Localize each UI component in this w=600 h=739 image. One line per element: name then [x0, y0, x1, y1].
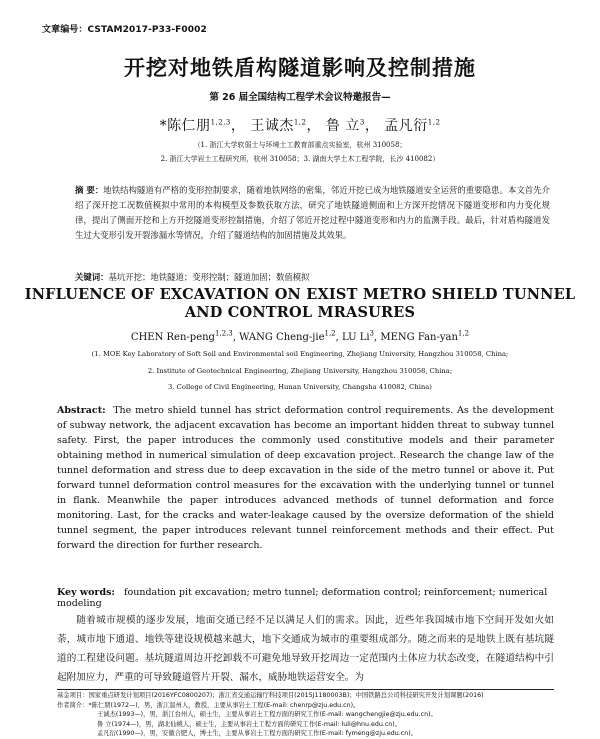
author-name: , WANG Cheng-jie [232, 332, 325, 343]
chinese-title: 开挖对地铁盾构隧道影响及控制措施 [124, 56, 476, 80]
chinese-authors: *陈仁朋$^{1,2,3}$， 王诚杰$^{1,2}$， 鲁 立$^3$， 孟凡衍$^{1,2}$ [159, 118, 441, 134]
english-title [0, 286, 600, 322]
footnotes [57, 691, 557, 739]
english-affiliation-line: (1. MOE Key Laboratory of Soft Soil and Environmental soil Engineering, Zhejiang University, Hangzhou 310058, China; [91, 350, 509, 358]
chinese-keywords-label: 关键词： [75, 272, 109, 282]
author-affiliation-mark: 1,2 [427, 118, 441, 127]
english-keywords-text: foundation pit excavation; metro tunnel; deformation control; reinforcement; numerical modeling [57, 587, 548, 609]
footnote-funding: 基金项目：国家重点研发计划项目(2016YFC0800207)；浙江省交通运输厅科技项目(2015J1180003B)；中国铁路总公司科技研究开发计划课题(2016) [57, 692, 484, 699]
english-affiliation-line: 2. Institute of Geotechnical Engineering, Zhejiang University, Hangzhou 310058, China; [147, 367, 453, 375]
author-affiliation-mark: 1,2 [324, 329, 336, 338]
english-keywords [57, 587, 554, 609]
english-title-line: INFLUENCE OF EXCAVATION ON EXIST METRO SHIELD TUNNEL [24, 286, 576, 303]
english-affiliation-line: 3. College of Civil Engineering, Hunan University, Changsha 410082, China) [168, 383, 432, 391]
chinese-keywords [75, 271, 550, 283]
english-title-line: AND CONTROL MRASURES [184, 304, 416, 321]
english-abstract-text: The metro shield tunnel has strict deformation control requirements. As the development of subway network, the adjacent excavation has become an important hidden threat to subway tunnel safety. First, the paper introduces the commonly used constitutive models and their parameter obtaining method in numerical simulation of deep excavation project. Research the change law of the tunnel deformation and stress due to deep excavation in the side of the metro tunnel or above it. Put forward tunnel deformation control measures for the excavation with the underlying tunnel or tunnel in flank. Meanwhile the paper introduces advanced methods of tunnel deformation and force monitoring. Last, for the cracks and water-leakage caused by the oversize deformation of the shield tunnel segment, the paper introduces relevant tunnel reinforcement methods and their effect. Put forward the direction for further research. [57, 405, 555, 551]
author-affiliation-mark: 1,2,3 [214, 329, 233, 338]
author-name: 王诚杰 [250, 118, 294, 134]
author-name: 鲁 立 [325, 118, 360, 134]
footnote-divider [57, 689, 554, 690]
author-name: CHEN Ren-peng [130, 332, 215, 343]
author-affiliation-mark: 3 [359, 118, 365, 127]
chinese-abstract-text: 地铁结构隧道有严格的变形控制要求，随着地铁网络的密集，邻近开挖已成为地铁隧道安全运营的重要隐患。本文首先介绍了深开挖工况数值模拟中常用的本构模型及参数获取方法，研究了地铁隧道侧面和上方深开挖情况下隧道变形和内力变化规律，提出了侧面开挖和上方开挖隧道变形控制措施，介绍了邻近开挖过程中隧道变形和内力的监测手段。最后，针对盾构隧道发生过大变形引发开裂渗漏水等情况，介绍了隧道结构的加固措施及其效果。 [75, 185, 550, 240]
footnote-author-bio: 作者简介：*陈仁朋(1972—)，男，浙江温州人，教授，主要从事岩土工程(E-mail: chenrp@zju.edu.cn)。 [57, 701, 360, 709]
author-affiliation-mark: 1,2 [293, 118, 307, 127]
author-affiliation-mark: 1,2 [457, 329, 470, 338]
author-affiliation-mark: 3 [369, 329, 375, 338]
chinese-affiliation-line: （1. 浙江大学软弱土与环境土工教育部重点实验室，杭州 310058； [193, 141, 407, 149]
english-abstract [57, 403, 554, 553]
author-name: *陈仁朋 [159, 118, 211, 134]
english-authors [0, 329, 600, 343]
author-name: , LU Li [335, 332, 370, 343]
body-paragraph: 随着城市规模的逐步发展，地面交通已经不足以满足人们的需求。因此，近些年我国城市地下空间开发如火如荼，城市地下通道、地铁等建设规模越来越大，地下交通成为城市的重要组成部分。随之而来的是地铁上既有基坑隧道的工程建设问题。基坑隧道周边开挖卸载不可避免地导致开挖周边一定范围内土体应力状态改变，在隧道结构中引起附加应力，严重的可导致隧道管片开裂、漏水，威胁地铁运营安全。为 [57, 615, 554, 683]
footnote-author-bio: 鲁 立(1974—)，男，湖北仙桃人，硕士生，主要从事岩土工程方面的研究工作(E-mail: luli@hnu.edu.cn)。 [97, 720, 402, 728]
author-affiliation-mark: 1,2,3 [210, 118, 231, 127]
footnote-author-bio: 孟凡衍(1990—)，男，安徽合肥人，博士生，主要从事岩土工程方面的研究工作(E-mail: fymeng@zju.edu.cn)。 [97, 730, 418, 737]
english-keywords-label: Key words: [57, 587, 115, 598]
chinese-abstract [75, 183, 550, 243]
chinese-affiliation-line: 2. 浙江大学岩土工程研究所，杭州 310058；3. 湖南大学土木工程学院，长沙 410082） [160, 155, 440, 163]
chinese-abstract-label: 摘 要： [75, 185, 104, 195]
article-number: 文章编号：CSTAM2017-P33-F0002 [42, 25, 207, 35]
english-abstract-label: Abstract: [57, 405, 106, 416]
chinese-subtitle: 第 26 届全国结构工程学术会议特邀报告— [209, 92, 391, 103]
author-name: , MENG Fan-yan [374, 332, 458, 343]
footnote-author-bio: 王诚杰(1993—)，男，浙江台州人，硕士生，主要从事岩土工程方面的研究工作(E-mail: wangchengjie@zju.edu.cn)。 [97, 711, 437, 718]
author-name: 孟凡衍 [384, 118, 428, 134]
chinese-keywords-text: 基坑开挖；地铁隧道；变形控制；隧道加固；数值模拟 [108, 272, 310, 282]
